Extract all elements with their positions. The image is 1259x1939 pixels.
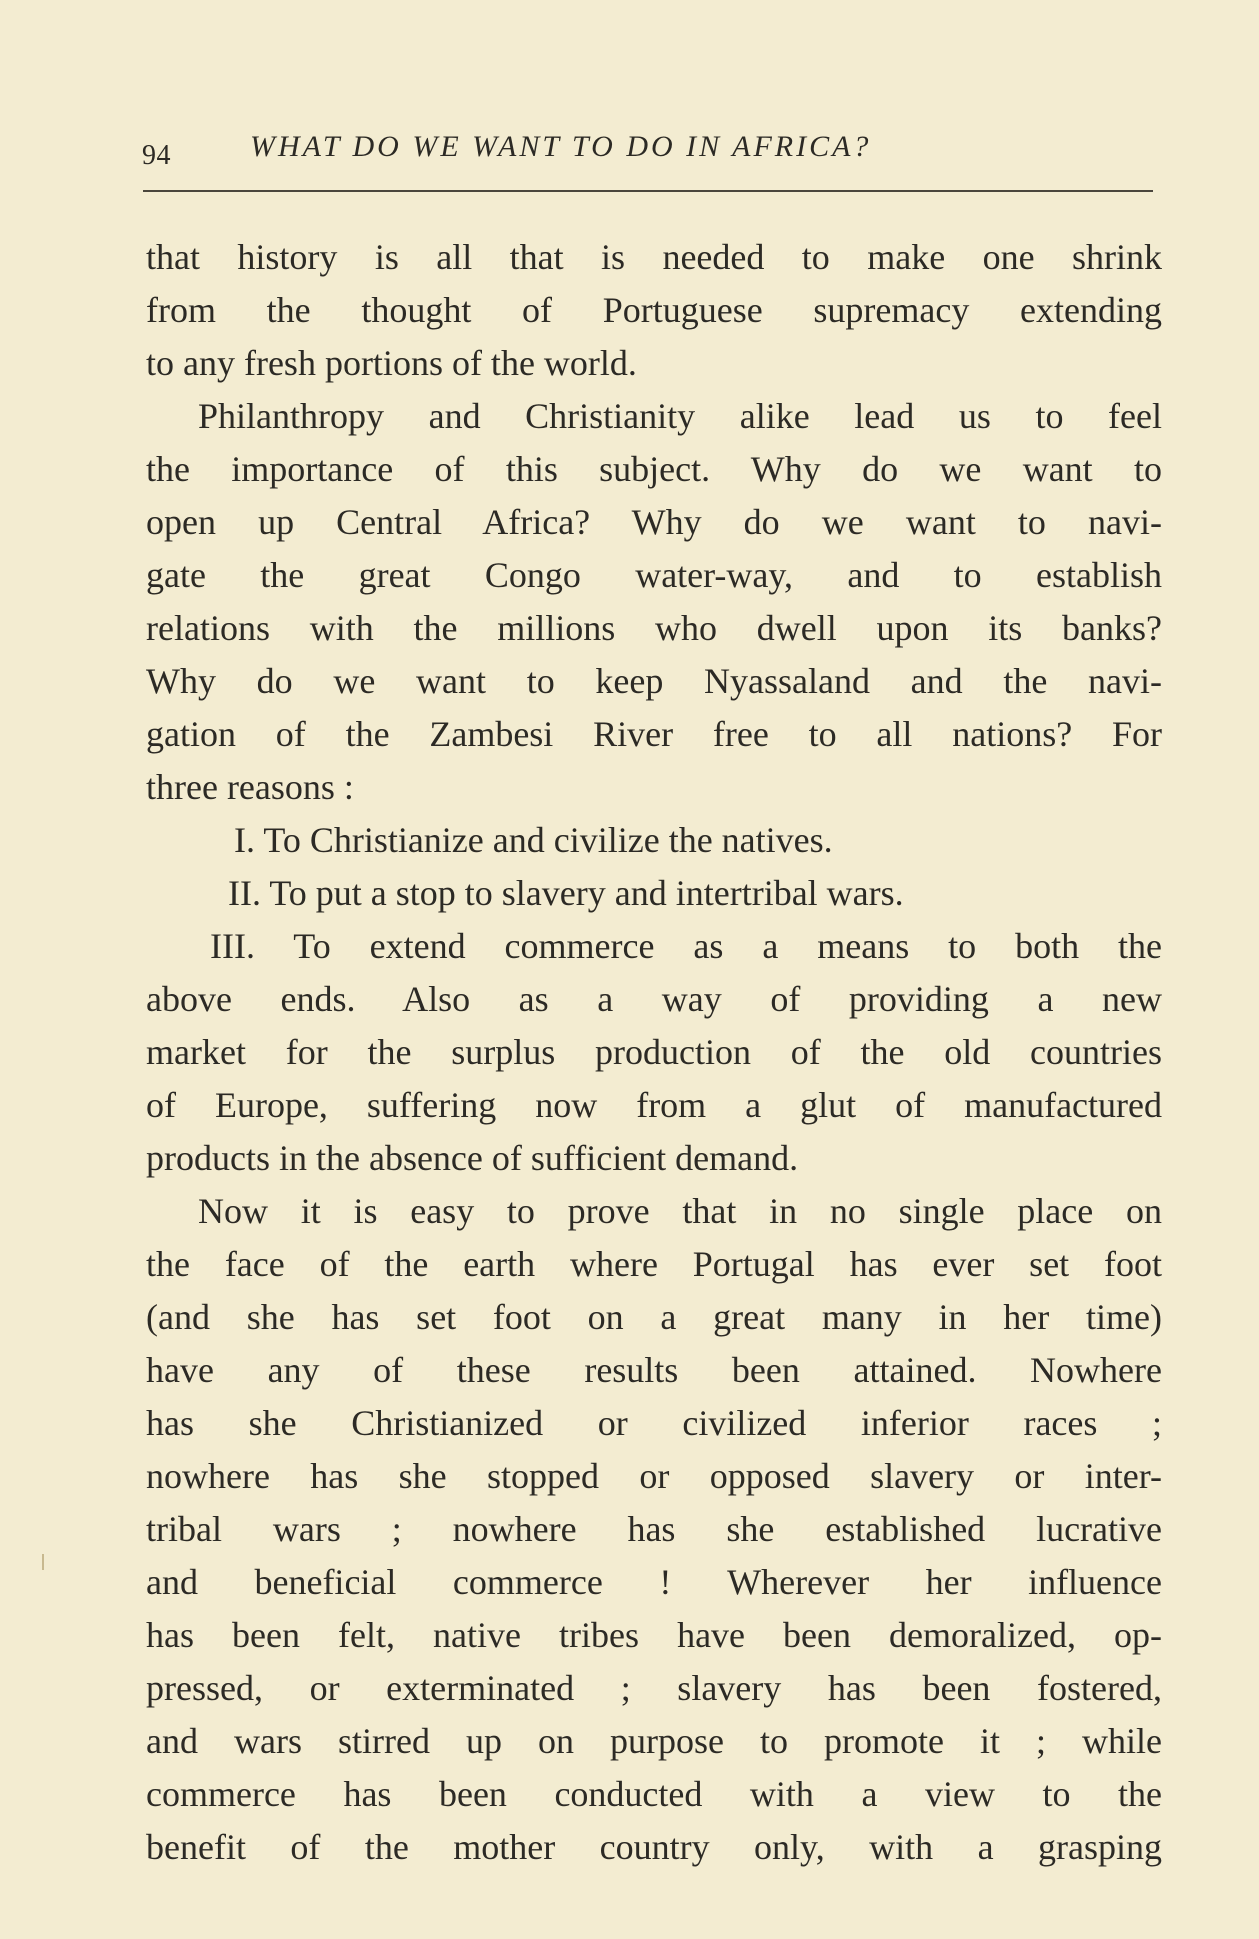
body-text (146, 231, 1162, 1874)
text-line: market for the surplus production of the old countries (146, 1032, 1162, 1072)
text-line: and wars stirred up on purpose to promote it ; while (146, 1721, 1162, 1761)
text-line: three reasons : (146, 767, 354, 807)
text-line: has she Christianized or civilized inferior races ; (146, 1403, 1162, 1443)
text-line: tribal wars ; nowhere has she established lucrative (146, 1509, 1162, 1549)
page-header (142, 128, 1152, 188)
page-number: 94 (142, 140, 171, 171)
text-line: Why do we want to keep Nyassaland and the navi- (146, 661, 1162, 701)
text-line: has been felt, native tribes have been demoralized, op- (146, 1615, 1162, 1655)
text-line: gation of the Zambesi River free to all nations? For (146, 714, 1162, 754)
text-line: (and she has set foot on a great many in her time) (146, 1297, 1162, 1337)
text-line: commerce has been conducted with a view to the (146, 1774, 1162, 1814)
text-line: benefit of the mother country only, with a grasping (146, 1827, 1162, 1867)
text-line: products in the absence of sufficient demand. (146, 1138, 799, 1178)
margin-mark (42, 1554, 44, 1570)
list-item: II. To put a stop to slavery and intertribal wars. (228, 873, 904, 913)
text-line: have any of these results been attained. Nowhere (146, 1350, 1162, 1390)
text-line: gate the great Congo water-way, and to establish (146, 555, 1162, 595)
text-line: nowhere has she stopped or opposed slavery or inter- (146, 1456, 1162, 1496)
text-line: relations with the millions who dwell upon its banks? (146, 608, 1162, 648)
text-line: to any fresh portions of the world. (146, 343, 637, 383)
list-item: I. To Christianize and civilize the natives. (234, 820, 833, 860)
running-title: WHAT DO WE WANT TO DO IN AFRICA? (250, 130, 872, 163)
text-line: the face of the earth where Portugal has ever set foot (146, 1244, 1162, 1284)
text-line: Philanthropy and Christianity alike lead us to feel (198, 396, 1162, 436)
header-rule (143, 190, 1153, 192)
text-line: the importance of this subject. Why do we want to (146, 449, 1162, 489)
text-line: that history is all that is needed to make one shrink (146, 237, 1162, 277)
text-line: pressed, or exterminated ; slavery has been fostered, (146, 1668, 1162, 1708)
text-line: open up Central Africa? Why do we want to navi- (146, 502, 1162, 542)
text-line: above ends. Also as a way of providing a new (146, 979, 1162, 1019)
list-item: III. To extend commerce as a means to both the (210, 926, 1162, 966)
text-line: and beneficial commerce ! Wherever her influence (146, 1562, 1162, 1602)
text-line: Now it is easy to prove that in no single place on (198, 1191, 1162, 1231)
text-line: from the thought of Portuguese supremacy extending (146, 290, 1162, 330)
text-line: of Europe, suffering now from a glut of manufactured (146, 1085, 1162, 1125)
